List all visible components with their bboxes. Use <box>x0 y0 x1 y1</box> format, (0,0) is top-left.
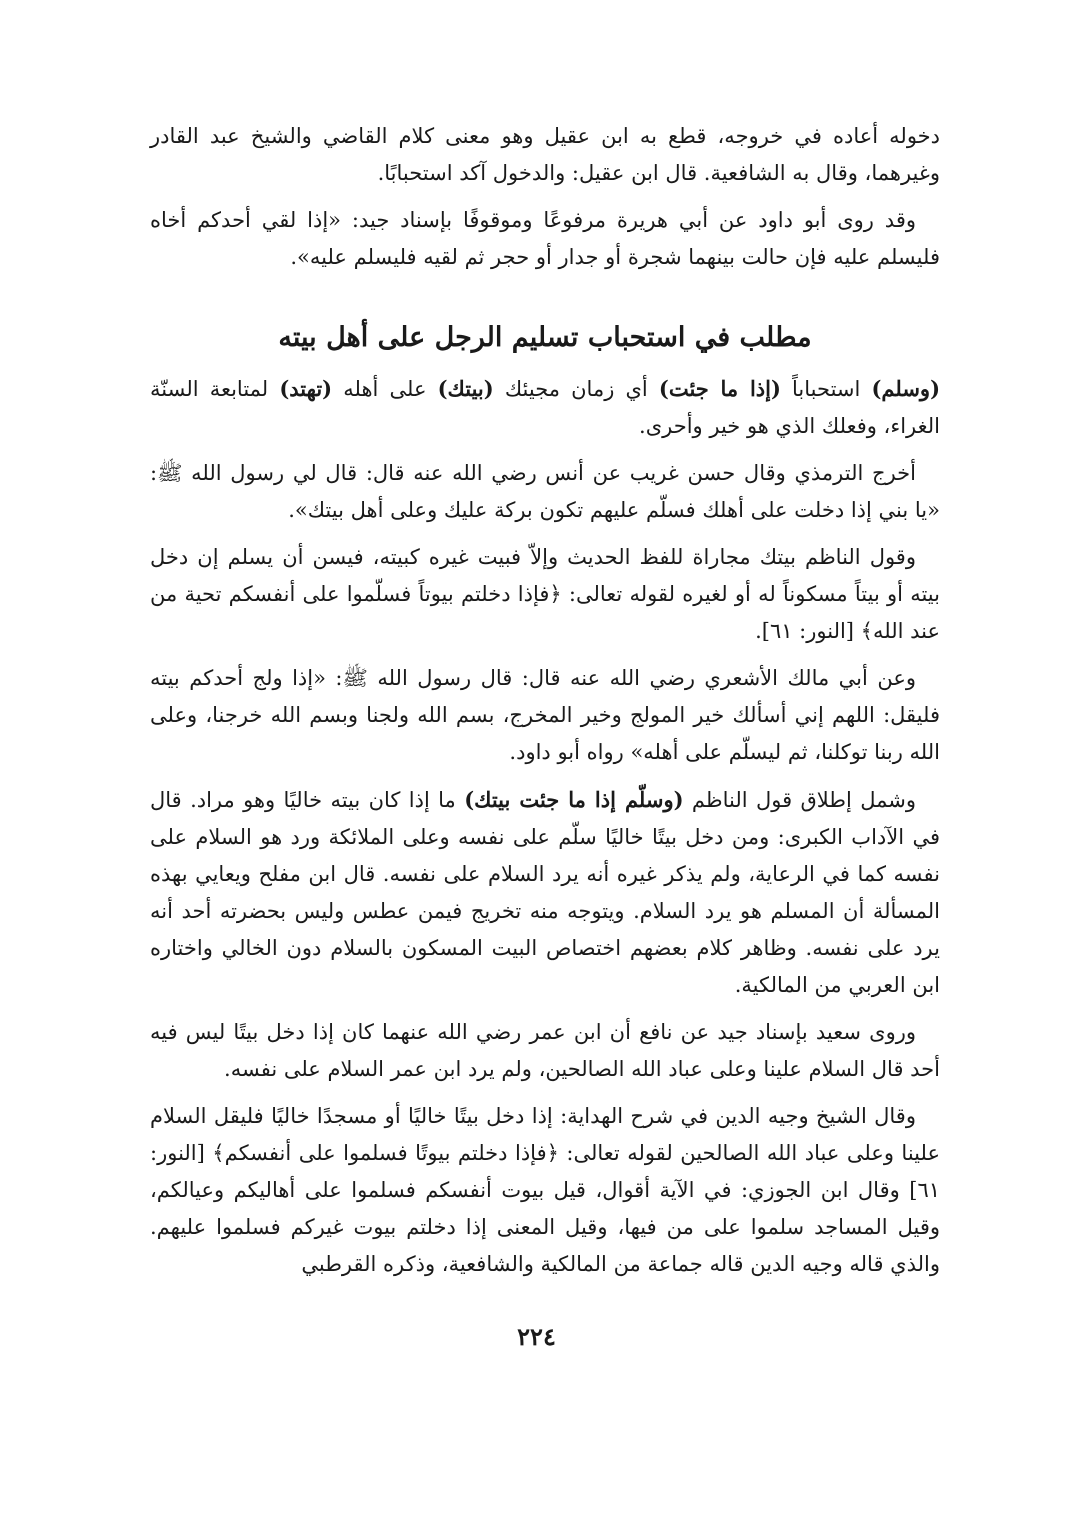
inclusion-rest: ما إذا كان بيته خاليًا وهو مراد. قال في الآداب الكبرى: ومن دخل بيتًا خاليًا سلّم على نفسه وعلى الملائكة ورد هو السلام على نفسه كما في الرعاية، ولم يذكر غيره أنه يرد السلام على نفسه. قال ابن مفلح ويعايي بهذه المسألة أن المسلم هو يرد السلام. ويتوجه منه تخريج فيمن عطس وليس بحضرته أحد أنه يرد على نفسه. وظاهر كلام بعضهم اختصاص البيت المسكون بالسلام دون الخالي واختاره ابن العربي من المالكية. <box>150 788 940 997</box>
paragraph-tirmidhi-hadith: أخرج الترمذي وقال حسن غريب عن أنس رضي الله عنه قال: قال لي رسول الله ﷺ: «يا بني إذا دخلت على أهلك فسلّم عليهم تكون بركة عليك وعلى أهل بيتك». <box>150 461 940 522</box>
paragraph-empty-house <box>150 781 940 1004</box>
paragraph-wajih-al-din: وقال الشيخ وجيه الدين في شرح الهداية: إذا دخل بيتًا خاليًا أو مسجدًا خاليًا فليقل السلام علينا وعلى عباد الله الصالحين لقوله تعالى: ﴿فإذا دخلتم بيوتًا فسلموا على أنفسكم﴾ [النور: ٦١] وقال ابن الجوزي: في الآية أقوال، قيل بيوت أنفسكم فسلموا على أهاليكم وعيالكم، وقيل المساجد سلموا على من فيها، وقيل المعنى إذا دخلتم بيوت غيركم فسلموا عليهم. والذي قاله وجيه الدين قاله جماعة من المالكية والشافعية، وذكره القرطبي <box>150 1104 940 1276</box>
verse-gloss-2: أي زمان مجيئك <box>493 377 659 401</box>
paragraph-verse-commentary <box>150 370 940 445</box>
verse-word-wasallim: (وسلم) <box>871 376 941 401</box>
verse-gloss-1: استحباباً <box>780 377 872 401</box>
paragraph-nazim-explanation: وقول الناظم بيتك مجاراة للفظ الحديث وإلاّ فبيت غيره كبيته، فيسن أن يسلم إن دخل بيته أو بيتاً مسكوناً له أو لغيره لقوله تعالى: ﴿فإذا دخلتم بيوتاً فسلّموا على أنفسكم تحية من عند الله﴾ [النور: ٦١]. <box>150 545 940 643</box>
inclusion-lead: وشمل إطلاق قول الناظم <box>683 788 916 812</box>
verse-gloss-4: لمتابعة السنّة الغراء، وفعلك الذي هو خير وأحرى. <box>150 377 940 438</box>
verse-word-idha-ma-jit: (إذا ما جئت) <box>658 376 781 401</box>
verse-gloss-3: على أهله <box>332 377 438 401</box>
inclusion-quote: (وسلّم إذا ما جئت بيتك) <box>464 787 684 812</box>
page-body <box>150 118 940 1293</box>
paragraph-continuation: دخوله أعاده في خروجه، قطع به ابن عقيل وهو معنى كلام القاضي والشيخ عبد القادر وغيرهما، وقال به الشافعية. قال ابن عقيل: والدخول آكد استحبابًا. <box>150 124 940 185</box>
page-number: ٢٢٤ <box>517 1322 556 1351</box>
paragraph-abu-malik-hadith: وعن أبي مالك الأشعري رضي الله عنه قال: قال رسول الله ﷺ: «إذا ولج أحدكم بيته فليقل: اللهم إني أسألك خير المولج وخير المخرج، بسم الله ولجنا وبسم الله خرجنا، وعلى الله ربنا توكلنا، ثم ليسلّم على أهله» رواه أبو داود. <box>150 666 941 764</box>
section-heading: مطلب في استحباب تسليم الرجل على أهل بيته <box>278 322 812 353</box>
verse-word-baytak: (بيتك) <box>437 376 494 401</box>
verse-word-tahtad: (تهتد) <box>279 376 333 401</box>
paragraph-abu-dawud-hadith: وقد روى أبو داود عن أبي هريرة مرفوعًا وموقوفًا بإسناد جيد: «إذا لقي أحدكم أخاه فليسلم عليه فإن حالت بينهما شجرة أو جدار أو حجر ثم لقيه فليسلم عليه». <box>150 208 940 269</box>
paragraph-ibn-umar: وروى سعيد بإسناد جيد عن نافع أن ابن عمر رضي الله عنهما كان إذا دخل بيتًا ليس فيه أحد قال السلام علينا وعلى عباد الله الصالحين، ولم يرد ابن عمر السلام على نفسه. <box>150 1020 940 1081</box>
